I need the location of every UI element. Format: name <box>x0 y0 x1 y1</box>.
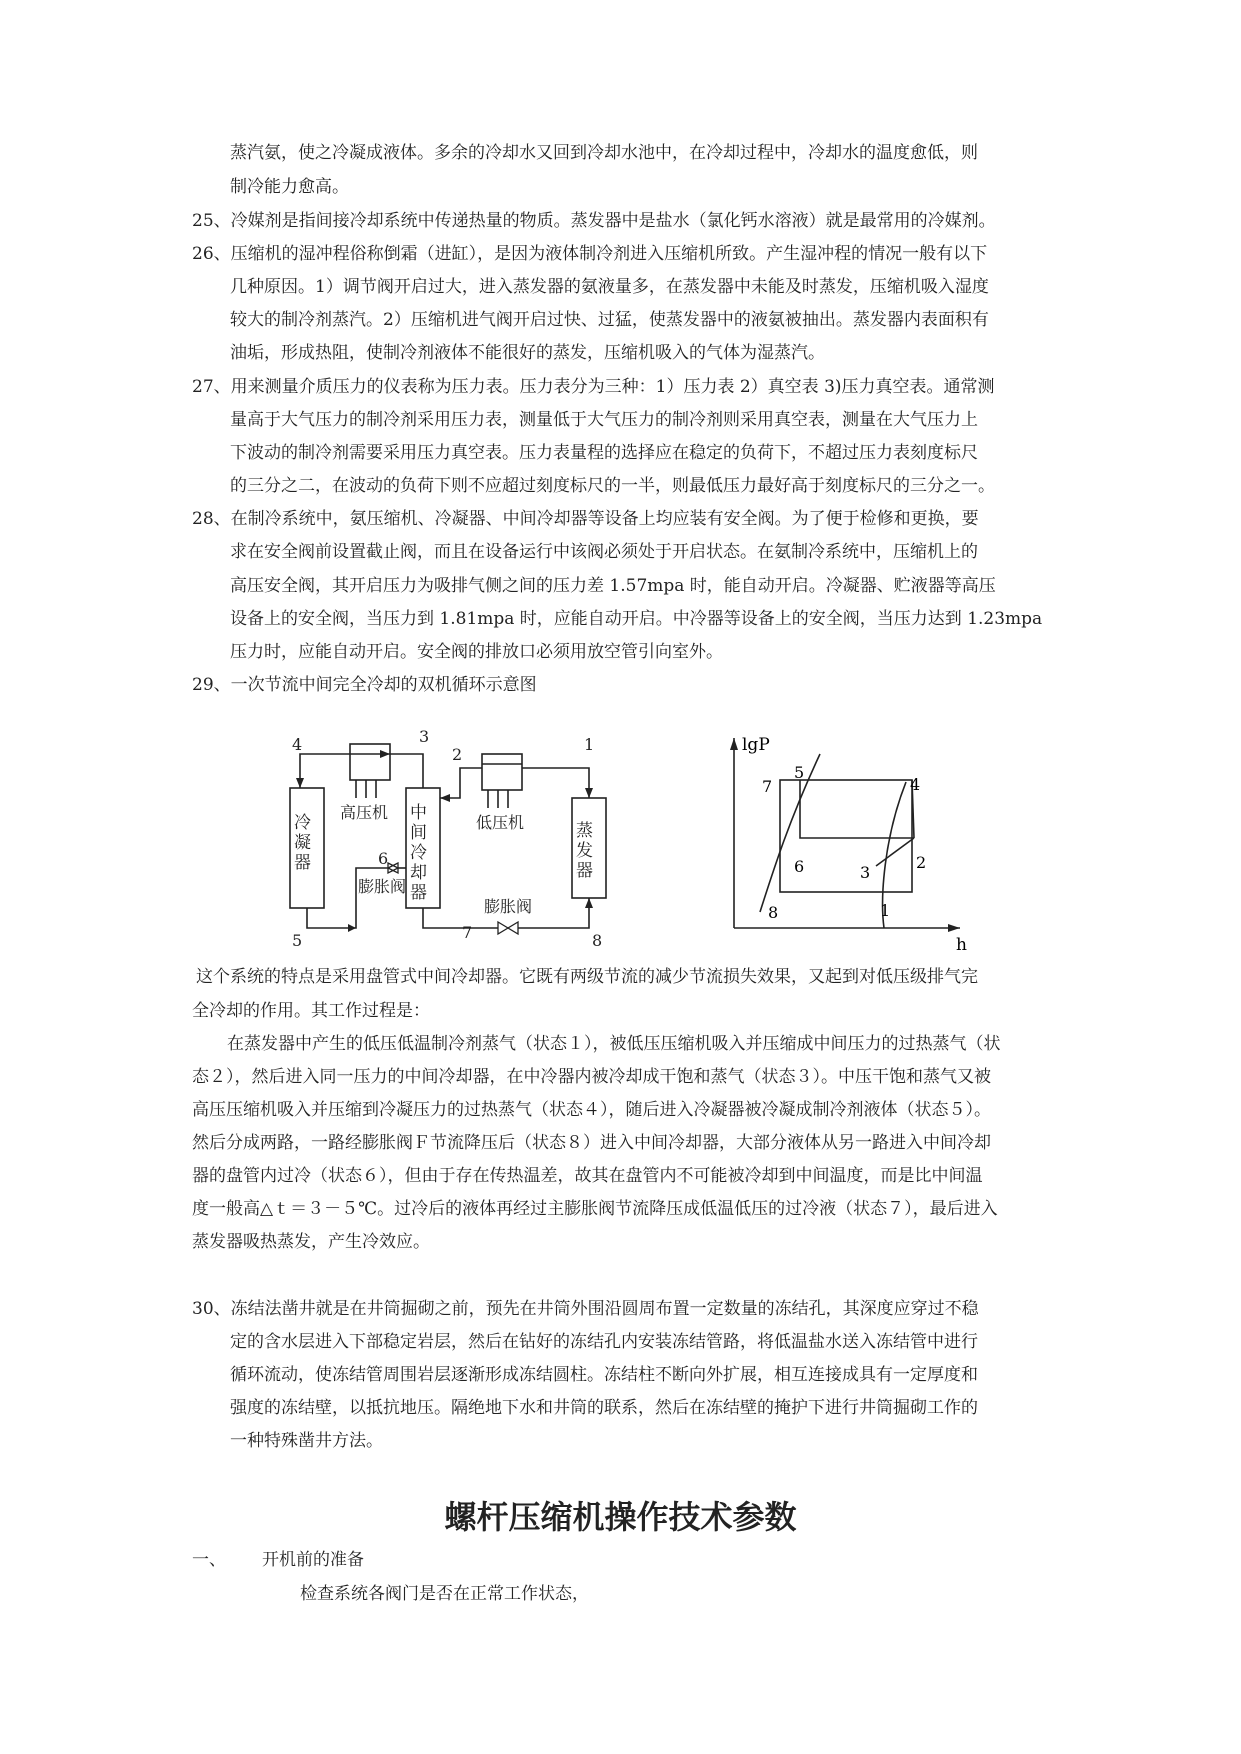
point-label-5: 5 <box>292 931 303 950</box>
section-heading: 开机前的准备 <box>262 1550 364 1570</box>
text-line: 27、用来测量介质压力的仪表称为压力表。压力表分为三种：1）压力表 2）真空表 3)压力真空表。通常测 <box>192 377 995 397</box>
expansion-valve-label-1: 膨胀阀 <box>358 877 407 896</box>
ph-point-5: 5 <box>794 763 805 782</box>
section-title: 螺杆压缩机操作技术参数 <box>444 1498 797 1536</box>
condenser-label: 冷凝器 <box>294 813 311 873</box>
text-line: 下波动的制冷剂需要采用压力真空表。压力表量程的选择应在稳定的负荷下，不超过压力表刻度标尺 <box>230 443 978 463</box>
point-label-2: 2 <box>452 745 463 764</box>
text-line: 25、冷媒剂是指间接冷却系统中传递热量的物质。蒸发器中是盐水（氯化钙水溶液）就是最常用的冷媒剂。 <box>192 211 996 231</box>
point-label-8: 8 <box>592 931 603 950</box>
high-compressor-label: 高压机 <box>340 803 389 822</box>
ph-point-2: 2 <box>916 853 927 872</box>
ph-y-axis-label: lgP <box>742 735 770 755</box>
high-compressor-body <box>350 744 390 780</box>
text-line: 油垢，形成热阻，使制冷剂液体不能很好的蒸发，压缩机吸入的气体为湿蒸汽。 <box>230 343 825 363</box>
ph-point-3: 3 <box>860 863 871 882</box>
text-line: 较大的制冷剂蒸汽。2）压缩机进气阀开启过快、过猛，使蒸发器中的液氨被抽出。蒸发器内表面积有 <box>230 310 989 330</box>
point-label-4: 4 <box>292 735 303 754</box>
text-line: 28、在制冷系统中，氨压缩机、冷凝器、中间冷却器等设备上均应装有安全阀。为了便于检修和更换，要 <box>192 509 979 529</box>
text-line: 定的含水层进入下部稳定岩层，然后在钻好的冻结孔内安装冻结管路，将低温盐水送入冻结管中进行 <box>230 1332 978 1352</box>
text-line: 一种特殊凿井方法。 <box>230 1431 383 1451</box>
point-label-1: 1 <box>584 735 595 754</box>
text-line: 强度的冻结壁，以抵抗地压。隔绝地下水和井筒的联系，然后在冻结壁的掩护下进行井筒掘砌工作的 <box>230 1398 978 1418</box>
ph-point-7: 7 <box>762 777 773 796</box>
intercooler-label: 中间冷却器 <box>410 803 427 903</box>
text-line: 全冷却的作用。其工作过程是： <box>192 1001 430 1021</box>
text-line: 高压安全阀，其开启压力为吸排气侧之间的压力差 1.57mpa 时，能自动开启。冷凝器、贮液器等高压 <box>230 576 996 596</box>
text-line: 这个系统的特点是采用盘管式中间冷却器。它既有两级节流的减少节流损失效果，又起到对低压级排气完 <box>196 967 978 987</box>
ph-point-6: 6 <box>794 857 805 876</box>
text-line: 高压压缩机吸入并压缩到冷凝压力的过热蒸气（状态４），随后进入冷凝器被冷凝成制冷剂液体（状态５）。 <box>192 1100 991 1120</box>
ph-x-axis-label: h <box>956 935 967 955</box>
text-line: 求在安全阀前设置截止阀，而且在设备运行中该阀必须处于开启状态。在氨制冷系统中，压缩机上的 <box>230 542 978 562</box>
text-line: 29、一次节流中间完全冷却的双机循环示意图 <box>192 675 537 695</box>
text-line: 制冷能力愈高。 <box>230 177 349 197</box>
section-body: 检查系统各阀门是否在正常工作状态， <box>300 1584 589 1604</box>
text-line: 量高于大气压力的制冷剂采用压力表，测量低于大气压力的制冷剂则采用真空表，测量在大气压力上 <box>230 410 978 430</box>
ph-diagram <box>720 728 980 968</box>
ph-chart <box>720 728 980 968</box>
text-line: 压力时，应能自动开启。安全阀的排放口必须用放空管引向室外。 <box>230 642 723 662</box>
point-label-3: 3 <box>419 728 430 746</box>
low-compressor-label: 低压机 <box>476 813 525 832</box>
expansion-valve-label-2: 膨胀阀 <box>484 897 533 916</box>
text-line: 蒸发器吸热蒸发，产生冷效应。 <box>192 1232 430 1252</box>
ph-point-8: 8 <box>768 903 779 922</box>
text-line: 设备上的安全阀，当压力到 1.81mpa 时，应能自动开启。中冷器等设备上的安全阀，当压力达到 1.23mpa <box>230 609 1043 629</box>
text-line: 的三分之二，在波动的负荷下则不应超过刻度标尺的一半，则最低压力最好高于刻度标尺的三分之一。 <box>230 476 995 496</box>
ph-point-4: 4 <box>910 775 921 794</box>
refrigeration-cycle-diagram <box>280 728 740 960</box>
ph-point-1: 1 <box>880 901 891 920</box>
text-line: 态２），然后进入同一压力的中间冷却器，在中冷器内被冷却成干饱和蒸气（状态３）。中压干饱和蒸气又被 <box>192 1067 991 1087</box>
point-label-6: 6 <box>378 849 389 868</box>
text-line: 几种原因。1）调节阀开启过大，进入蒸发器的氨液量多，在蒸发器中未能及时蒸发，压缩机吸入湿度 <box>230 277 989 297</box>
text-line: 器的盘管内过冷（状态６），但由于存在传热温差，故其在盘管内不可能被冷却到中间温度，而是比中间温 <box>192 1166 983 1186</box>
text-line: 在蒸发器中产生的低压低温制冷剂蒸气（状态１），被低压压缩机吸入并压缩成中间压力的过热蒸气（状 <box>227 1034 1001 1054</box>
low-compressor-body <box>482 754 522 790</box>
text-line: 26、压缩机的湿冲程俗称倒霜（进缸），是因为液体制冷剂进入压缩机所致。产生湿冲程的情况一般有以下 <box>192 244 988 264</box>
cycle-schematic <box>280 728 740 960</box>
point-label-7: 7 <box>462 923 473 942</box>
text-line: 循环流动，使冻结管周围岩层逐渐形成冻结圆柱。冻结柱不断向外扩展，相互连接成具有一定厚度和 <box>230 1365 978 1385</box>
evaporator-label: 蒸发器 <box>576 821 593 881</box>
text-line: 然后分成两路，一路经膨胀阀Ｆ节流降压后（状态８）进入中间冷却器，大部分液体从另一路进入中间冷却 <box>192 1133 991 1153</box>
text-line: 30、冻结法凿井就是在井筒掘砌之前，预先在井筒外围沿圆周布置一定数量的冻结孔，其深度应穿过不稳 <box>192 1299 979 1319</box>
section-number: 一、 <box>192 1550 226 1570</box>
text-line: 度一般高△ｔ＝３－５℃。过冷后的液体再经过主膨胀阀节流降压成低温低压的过冷液（状态７），最后进入 <box>192 1199 998 1219</box>
text-line: 蒸汽氨，使之冷凝成液体。多余的冷却水又回到冷却水池中，在冷却过程中，冷却水的温度愈低，则 <box>230 143 978 163</box>
